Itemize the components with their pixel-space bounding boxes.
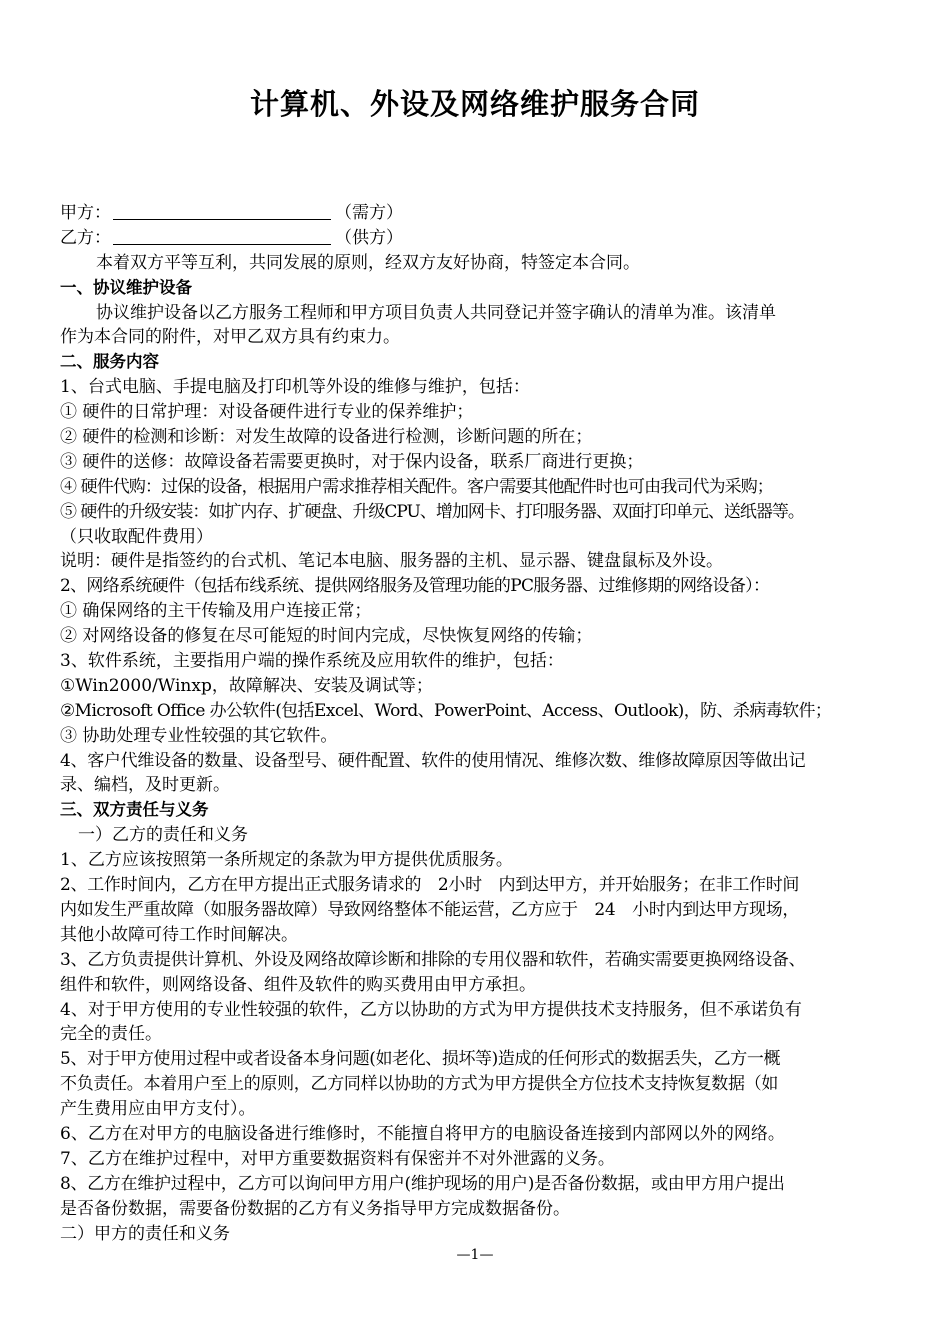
section-2-line: ① 确保网络的主干传输及用户连接正常； xyxy=(60,601,372,622)
section-2-line: ⑤ 硬件的升级安装：如扩内存、扩硬盘、升级CPU、增加网卡、打印服务器、双面打印单元、送纸器等。 xyxy=(60,501,804,522)
section-2-line: ② 对网络设备的修复在尽可能短的时间内完成，尽快恢复网络的传输； xyxy=(60,626,593,647)
section-2-line: 1、台式电脑、手提电脑及打印机等外设的维修与维护，包括： xyxy=(60,377,530,398)
section-2-line: 录、编档，及时更新。 xyxy=(60,775,230,796)
section-3-line: 2、工作时间内，乙方在甲方提出正式服务请求的 2小时 内到达甲方，并开始服务；在非工作时间 xyxy=(60,875,800,896)
section-3-line: 是否备份数据，需要备份数据的乙方有义务指导甲方完成数据备份。 xyxy=(60,1198,570,1219)
section-3-line: 4、对于甲方使用的专业性较强的软件，乙方以协助的方式为甲方提供技术支持服务，但不承诺负有 xyxy=(60,999,802,1020)
party-a-blank[interactable] xyxy=(113,203,331,220)
section-2-line: 3、软件系统，主要指用户端的操作系统及应用软件的维护，包括： xyxy=(60,651,564,672)
party-b-label: 乙方： xyxy=(60,227,111,248)
section-3-line: 1、乙方应该按照第一条所规定的条款为甲方提供优质服务。 xyxy=(60,850,513,871)
page-number: —1— xyxy=(456,1247,494,1263)
section-3-line: 其他小故障可待工作时间解决。 xyxy=(60,924,298,945)
section-3-line: 6、乙方在对甲方的电脑设备进行维修时，不能擅自将甲方的电脑设备连接到内部网以外的网络。 xyxy=(60,1123,785,1144)
section-2-line: （只收取配件费用） xyxy=(60,526,213,547)
party-b-line xyxy=(60,226,912,251)
section-3-line: 完全的责任。 xyxy=(60,1024,162,1045)
section-1-heading: 一、协议维护设备 xyxy=(60,277,192,297)
section-3-subheading-b: 一）乙方的责任和义务 xyxy=(78,825,248,846)
section-2-line: ① 硬件的日常护理：对设备硬件进行专业的保养维护； xyxy=(60,402,474,423)
document-body xyxy=(60,201,912,1246)
intro-paragraph: 本着双方平等互利，共同发展的原则，经双方友好协商，特签定本合同。 xyxy=(96,252,640,273)
section-2-line: ①Win2000/Winxp，故障解决、安装及调试等； xyxy=(60,675,433,696)
section-2-line: 说明：硬件是指签约的台式机、笔记本电脑、服务器的主机、显示器、键盘鼠标及外设。 xyxy=(60,551,723,572)
section-2-line: ④ 硬件代购：过保的设备，根据用户需求推荐相关配件。客户需要其他配件时也可由我司代为采购； xyxy=(60,476,773,497)
section-2-heading: 二、服务内容 xyxy=(60,352,159,372)
section-3-line: 7、乙方在维护过程中，对甲方重要数据资料有保密并不对外泄露的义务。 xyxy=(60,1148,615,1169)
section-3-line: 3、乙方负责提供计算机、外设及网络故障诊断和排除的专用仪器和软件，若确实需要更换网络设备、 xyxy=(60,949,806,970)
section-1-line: 协议维护设备以乙方服务工程师和甲方项目负责人共同登记并签字确认的清单为准。该清单 xyxy=(96,302,776,323)
section-2-line: 2、网络系统硬件（包括布线系统、提供网络服务及管理功能的PC服务器、过维修期的网络设备）： xyxy=(60,576,770,597)
section-3-line: 5、对于甲方使用过程中或者设备本身问题(如老化、损坏等)造成的任何形式的数据丢失，乙方一概 xyxy=(60,1049,781,1070)
party-a-role: （需方） xyxy=(335,203,403,223)
section-2-line: ③ 协助处理专业性较强的其它软件。 xyxy=(60,725,338,746)
section-3-line: 组件和软件，则网络设备、组件及软件的购买费用由甲方承担。 xyxy=(60,974,536,995)
section-2-line: ② 硬件的检测和诊断：对发生故障的设备进行检测，诊断问题的所在； xyxy=(60,427,593,448)
section-3-heading: 三、双方责任与义务 xyxy=(60,800,209,820)
section-2-line: ③ 硬件的送修：故障设备若需要更换时，对于保内设备，联系厂商进行更换； xyxy=(60,451,644,472)
section-3-line: 产生费用应由甲方支付）。 xyxy=(60,1099,256,1120)
section-2-line: 4、客户代维设备的数量、设备型号、硬件配置、软件的使用情况、维修次数、维修故障原因等做出记 xyxy=(60,750,806,771)
party-b-blank[interactable] xyxy=(113,228,331,245)
party-a-line xyxy=(60,201,912,226)
party-a-label: 甲方： xyxy=(60,203,111,223)
section-1-line: 作为本合同的附件，对甲乙双方具有约束力。 xyxy=(60,327,400,348)
section-3-line: 不负责任。本着用户至上的原则，乙方同样以协助的方式为甲方提供全方位技术支持恢复数据（如 xyxy=(60,1074,779,1095)
document-title: 计算机、外设及网络维护服务合同 xyxy=(249,87,700,121)
section-3-subheading-a: 二）甲方的责任和义务 xyxy=(60,1223,230,1244)
party-b-role: （供方） xyxy=(335,227,403,248)
section-2-line: ②Microsoft Office 办公软件(包括Excel、Word、PowerPoint、Access、Outlook)，防、杀病毒软件； xyxy=(60,700,832,721)
section-3-line: 内如发生严重故障（如服务器故障）导致网络整体不能运营，乙方应于 24 小时内到达甲方现场， xyxy=(60,899,800,920)
section-3-line: 8、乙方在维护过程中，乙方可以询问甲方用户(维护现场的用户)是否备份数据，或由甲方用户提出 xyxy=(60,1173,785,1194)
